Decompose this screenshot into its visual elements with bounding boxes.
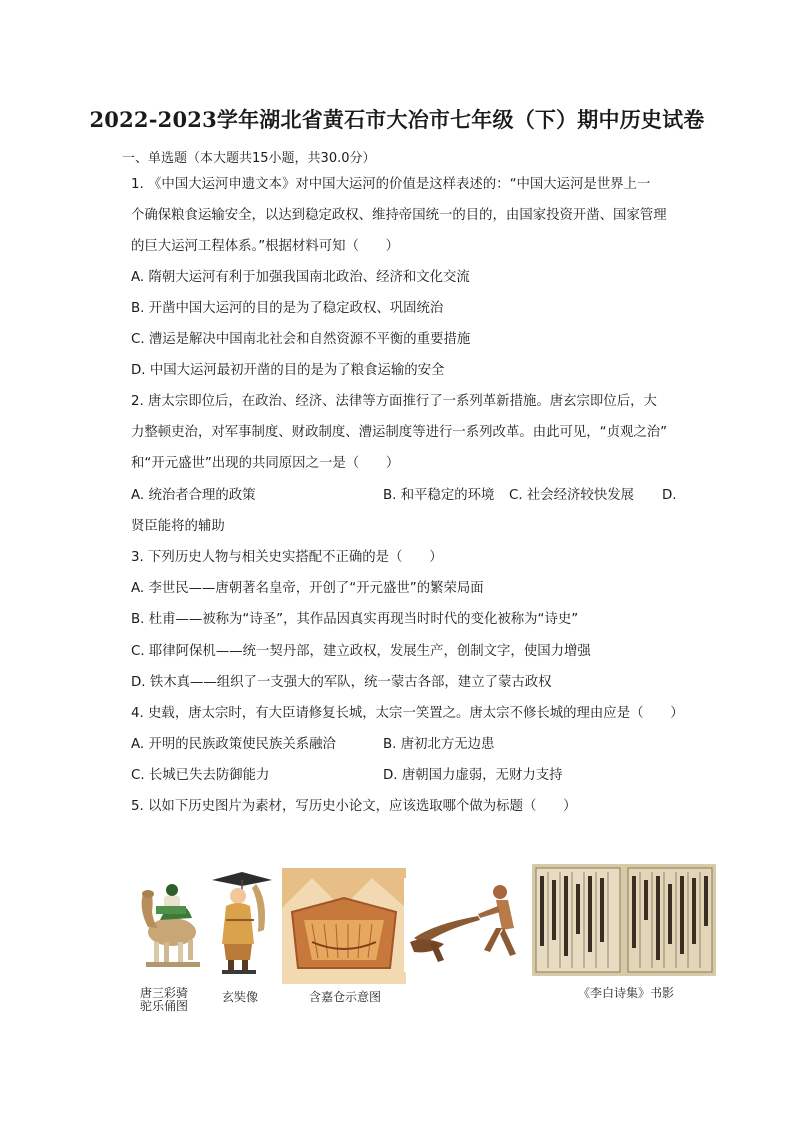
q2-option-a: A. 统治者合理的政策	[131, 488, 256, 503]
q5-figures	[0, 860, 794, 1020]
page-title: 2022-2023学年湖北省黄石市大冶市七年级（下）期中历史试卷	[89, 107, 705, 132]
q1-option-b: B. 开凿中国大运河的目的是为了稳定政权、巩固统治	[131, 301, 444, 316]
xuanzang-portrait-image	[208, 870, 276, 982]
q1-line-3: 的巨大运河工程体系。”根据材料可知（ ）	[131, 239, 400, 254]
q3-option-c: C. 耶律阿保机——统一契丹部，建立政权，发展生产，创制文字，使国力增强	[131, 644, 591, 659]
q2-line-1: 2. 唐太宗即位后，在政治、经济、法律等方面推行了一系列革新措施。唐玄宗即位后，大	[131, 394, 657, 409]
xuanzang-caption: 玄奘像	[222, 990, 259, 1004]
plough-illustration-image	[404, 878, 530, 972]
granary-caption: 含嘉仓示意图	[309, 990, 382, 1004]
q3-option-a: A. 李世民——唐朝著名皇帝，开创了“开元盛世”的繁荣局面	[131, 581, 484, 596]
q1-line-2: 个确保粮食运输安全，以达到稳定政权、维持帝国统一的目的，由国家投资开凿、国家管理	[131, 208, 667, 223]
q1-option-c: C. 漕运是解决中国南北社会和自然资源不平衡的重要措施	[131, 332, 471, 347]
camel-caption-line2: 驼乐俑图	[140, 999, 189, 1013]
q4-line-1: 4. 史载，唐太宗时，有大臣请修复长城，太宗一笑置之。唐太宗不修长城的理由应是（ ）	[131, 706, 684, 721]
q1-line-1: 1. 《中国大运河申遗文本》对中国大运河的价值是这样表述的：“中国大运河是世界上一	[131, 177, 651, 192]
q2-option-d-label: D.	[662, 488, 677, 503]
q1-option-d: D. 中国大运河最初开凿的目的是为了粮食运输的安全	[131, 363, 445, 378]
q2-option-d-text: 贤臣能将的辅助	[131, 519, 225, 534]
q4-option-c: C. 长城已失去防御能力	[131, 768, 270, 783]
q2-option-c: C. 社会经济较快发展	[509, 488, 634, 503]
q2-option-b: B. 和平稳定的环境	[383, 488, 495, 503]
camel-figurine-image	[134, 872, 206, 978]
q1-option-a: A. 隋朝大运河有利于加强我国南北政治、经济和文化交流	[131, 270, 470, 285]
granary-diagram-image	[282, 868, 406, 984]
q2-line-2: 力整顿吏治，对军事制度、财政制度、漕运制度等进行一系列改革。由此可见，“贞观之治”	[131, 425, 668, 440]
book-caption: 《李白诗集》书影	[578, 986, 675, 1000]
q4-option-d: D. 唐朝国力虚弱，无财力支持	[383, 768, 563, 783]
q4-option-a: A. 开明的民族政策使民族关系融洽	[131, 737, 336, 752]
q5-line-1: 5. 以如下历史图片为素材，写历史小论文，应该选取哪个做为标题（ ）	[131, 799, 577, 814]
q4-option-b: B. 唐初北方无边患	[383, 737, 495, 752]
camel-caption-line1: 唐三彩骑	[140, 986, 189, 1000]
q3-option-d: D. 铁木真——组织了一支强大的军队，统一蒙古各部，建立了蒙古政权	[131, 675, 552, 690]
section-heading: 一、单选题（本大题共15小题，共30.0分）	[122, 151, 376, 166]
libai-book-image	[532, 864, 716, 976]
q3-option-b: B. 杜甫——被称为“诗圣”，其作品因真实再现当时时代的变化被称为“诗史”	[131, 612, 579, 627]
q2-line-3: 和“开元盛世”出现的共同原因之一是（ ）	[131, 456, 400, 471]
q3-line-1: 3. 下列历史人物与相关史实搭配不正确的是（ ）	[131, 550, 443, 565]
